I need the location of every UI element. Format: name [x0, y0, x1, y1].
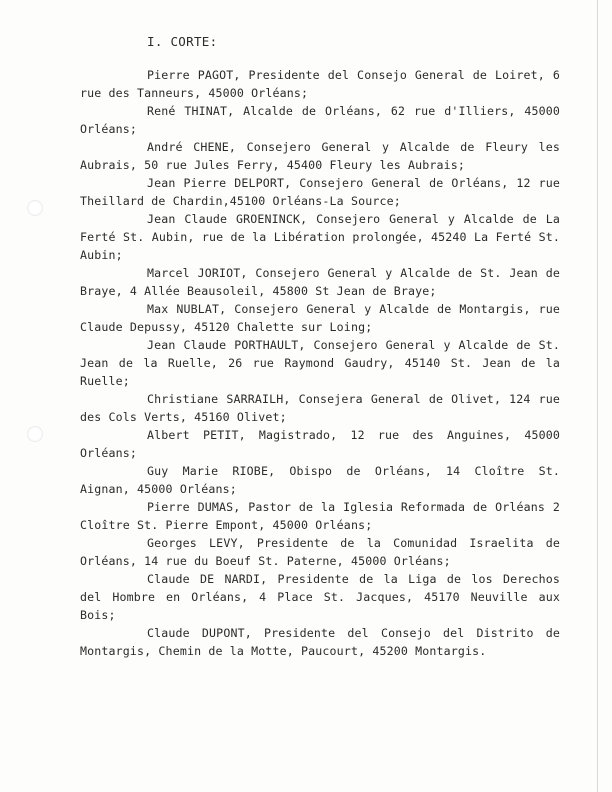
page-edge-line: [597, 0, 598, 792]
section-heading: I. CORTE:: [147, 34, 218, 49]
list-entry: Christiane SARRAILH, Consejera General de Olivet, 124 rue des Cols Verts, 45160 Olivet;: [80, 392, 560, 424]
list-entry: Pierre DUMAS, Pastor de la Iglesia Reformada de Orléans 2 Cloître St. Pierre Empont, 45000 Orléans;: [80, 500, 560, 532]
list-entry: Claude DUPONT, Presidente del Consejo del Distrito de Montargis, Chemin de la Motte, Paucourt, 45200 Montargis.: [80, 626, 560, 658]
list-entry: Jean Claude PORTHAULT, Consejero General y Alcalde de St. Jean de la Ruelle, 26 rue Raymond Gaudry, 45140 St. Jean de la Ruelle;: [80, 338, 560, 388]
list-entry: Georges LEVY, Presidente de la Comunidad Israelita de Orléans, 14 rue du Boeuf St. Paterne, 45000 Orléans;: [80, 536, 560, 568]
list-entry: Pierre PAGOT, Presidente del Consejo General de Loiret, 6 rue des Tanneurs, 45000 Orléans;: [80, 68, 560, 100]
punch-hole: [27, 426, 43, 442]
list-entry: Guy Marie RIOBE, Obispo de Orléans, 14 Cloître St. Aignan, 45000 Orléans;: [80, 464, 560, 496]
punch-hole: [27, 200, 43, 216]
list-entry: Albert PETIT, Magistrado, 12 rue des Anguines, 45000 Orléans;: [80, 428, 560, 460]
list-entry: Claude DE NARDI, Presidente de la Liga de los Derechos del Hombre en Orléans, 4 Place St. Jacques, 45170 Neuville aux Bois;: [80, 572, 560, 622]
list-entry: Marcel JORIOT, Consejero General y Alcalde de St. Jean de Braye, 4 Allée Beausoleil, 45800 St Jean de Braye;: [80, 266, 560, 298]
member-list: [80, 66, 560, 660]
list-entry: Max NUBLAT, Consejero General y Alcalde de Montargis, rue Claude Depussy, 45120 Chalette sur Loing;: [80, 302, 560, 334]
list-entry: Jean Pierre DELPORT, Consejero General de Orléans, 12 rue Theillard de Chardin,45100 Orléans-La Source;: [80, 176, 560, 208]
list-entry: André CHENE, Consejero General y Alcalde de Fleury les Aubrais, 50 rue Jules Ferry, 45400 Fleury les Aubrais;: [80, 140, 560, 172]
list-entry: Jean Claude GROENINCK, Consejero General y Alcalde de La Ferté St. Aubin, rue de la Libération prolongée, 45240 La Ferté St. Aubin;: [80, 212, 560, 262]
list-entry: René THINAT, Alcalde de Orléans, 62 rue d'Illiers, 45000 Orléans;: [80, 104, 560, 136]
